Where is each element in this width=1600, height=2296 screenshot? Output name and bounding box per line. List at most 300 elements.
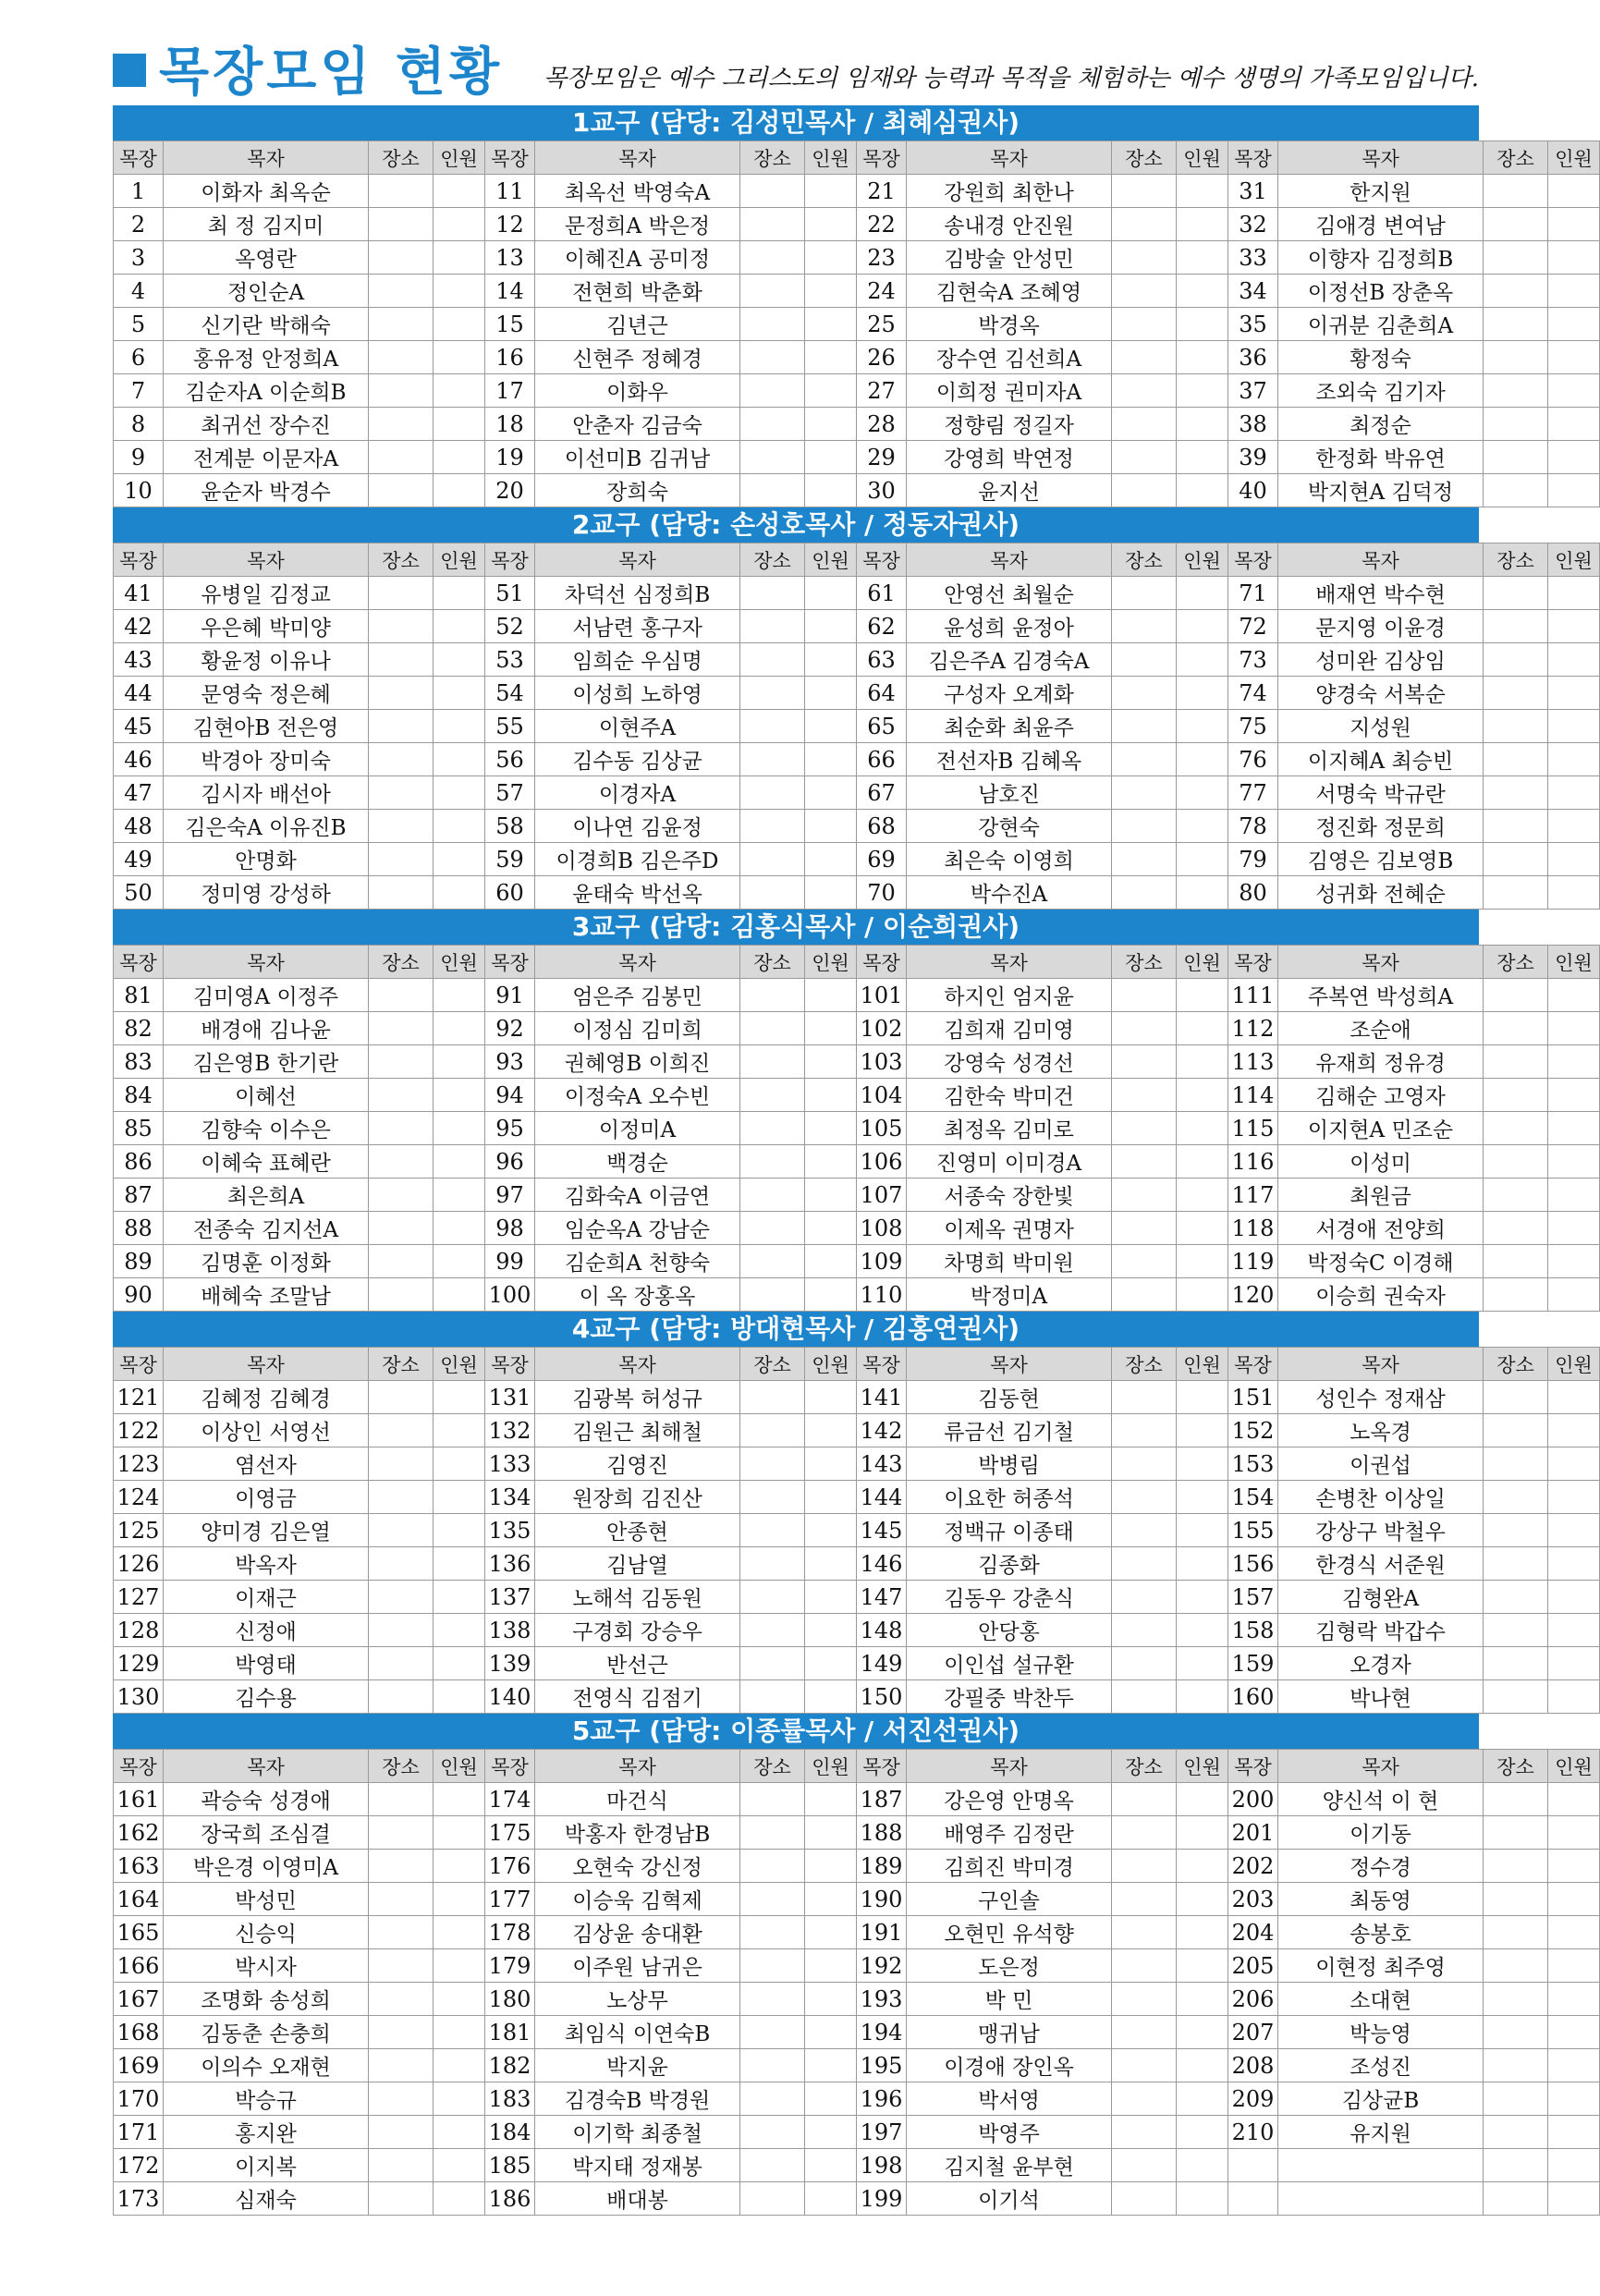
count-cell	[434, 1581, 485, 1614]
column-header-no: 목장	[114, 141, 164, 175]
mokja-names: 김혜정 김혜경	[164, 1381, 369, 1414]
count-cell	[434, 408, 485, 441]
mokjang-number: 43	[114, 643, 164, 677]
place-cell	[1484, 1481, 1548, 1514]
mokja-names: 이지복	[164, 2149, 369, 2182]
column-header-place: 장소	[740, 946, 805, 979]
place-cell	[1112, 1983, 1177, 2016]
mokjang-number: 179	[485, 1949, 535, 1983]
column-header-count: 인원	[434, 1348, 485, 1381]
place-cell	[740, 979, 805, 1012]
place-cell	[369, 2049, 434, 2082]
place-cell	[369, 2182, 434, 2216]
mokja-names: 정수경	[1278, 1850, 1484, 1883]
mokjang-number: 28	[857, 408, 907, 441]
district-table	[113, 1347, 1600, 1714]
place-cell	[740, 710, 805, 743]
place-cell	[1112, 441, 1177, 474]
mokjang-number: 166	[114, 1949, 164, 1983]
mokja-names: 장국희 조심결	[164, 1816, 369, 1850]
column-header-no: 목장	[485, 1750, 535, 1783]
mokja-names: 이향자 김정희B	[1278, 241, 1484, 275]
mokjang-number: 199	[857, 2182, 907, 2216]
place-cell	[740, 1381, 805, 1414]
count-cell	[434, 474, 485, 507]
mokja-names: 박 민	[907, 1983, 1112, 2016]
column-header-count: 인원	[805, 1348, 857, 1381]
count-cell	[434, 710, 485, 743]
mokjang-number: 40	[1228, 474, 1278, 507]
count-cell	[1177, 341, 1228, 374]
count-cell	[805, 1949, 857, 1983]
place-cell	[369, 1381, 434, 1414]
place-cell	[1484, 1381, 1548, 1414]
mokja-names: 이권섭	[1278, 1447, 1484, 1481]
mokjang-number: 139	[485, 1647, 535, 1680]
count-cell	[1177, 1012, 1228, 1045]
count-cell	[1548, 1079, 1600, 1112]
mokjang-number: 39	[1228, 441, 1278, 474]
mokja-names: 장수연 김선희A	[907, 341, 1112, 374]
mokja-names: 오경자	[1278, 1647, 1484, 1680]
column-header-count: 인원	[434, 1750, 485, 1783]
column-header-place: 장소	[1484, 946, 1548, 979]
count-cell	[434, 2116, 485, 2149]
column-header-no: 목장	[114, 1750, 164, 1783]
mokja-names: 성미완 김상임	[1278, 643, 1484, 677]
mokjang-number: 198	[857, 2149, 907, 2182]
mokjang-number: 13	[485, 241, 535, 275]
count-cell	[1177, 1112, 1228, 1145]
count-cell	[1548, 2016, 1600, 2049]
place-cell	[1484, 1680, 1548, 1714]
column-header-leader: 목자	[907, 1348, 1112, 1381]
column-header-no: 목장	[485, 141, 535, 175]
mokjang-number: 11	[485, 175, 535, 208]
count-cell	[1177, 1783, 1228, 1816]
place-cell	[1484, 2149, 1548, 2182]
count-cell	[434, 308, 485, 341]
mokjang-number: 104	[857, 1079, 907, 1112]
count-cell	[1548, 1145, 1600, 1179]
mokja-names: 서종숙 장한빛	[907, 1179, 1112, 1212]
count-cell	[1548, 1949, 1600, 1983]
place-cell	[369, 1414, 434, 1447]
mokjang-number: 72	[1228, 610, 1278, 643]
title-square-icon	[113, 54, 146, 87]
mokja-names: 이경희B 김은주D	[535, 843, 740, 876]
place-cell	[1484, 677, 1548, 710]
count-cell	[805, 1212, 857, 1245]
count-cell	[1177, 1278, 1228, 1312]
count-cell	[805, 1983, 857, 2016]
count-cell	[1548, 810, 1600, 843]
place-cell	[740, 610, 805, 643]
place-cell	[1112, 408, 1177, 441]
mokjang-number: 109	[857, 1245, 907, 1278]
table-row	[114, 1514, 1600, 1547]
district-title: 5교구 (담당: 이종률목사 / 서진선권사)	[113, 1714, 1479, 1749]
column-header-count: 인원	[805, 1750, 857, 1783]
place-cell	[1112, 2049, 1177, 2082]
mokjang-number: 162	[114, 1816, 164, 1850]
mokjang-number: 20	[485, 474, 535, 507]
mokjang-number: 173	[114, 2182, 164, 2216]
place-cell	[740, 1012, 805, 1045]
mokja-names: 김동현	[907, 1381, 1112, 1414]
table-row	[114, 876, 1600, 910]
place-cell	[740, 1245, 805, 1278]
table-row	[114, 1045, 1600, 1079]
mokjang-number: 18	[485, 408, 535, 441]
count-cell	[1177, 1983, 1228, 2016]
mokja-names: 오현숙 강신정	[535, 1850, 740, 1883]
mokja-names: 이경자A	[535, 776, 740, 810]
place-cell	[1484, 1916, 1548, 1949]
mokja-names: 김명훈 이정화	[164, 1245, 369, 1278]
mokjang-number: 92	[485, 1012, 535, 1045]
table-row	[114, 1481, 1600, 1514]
count-cell	[1177, 776, 1228, 810]
count-cell	[805, 341, 857, 374]
mokja-names: 유재희 정유경	[1278, 1045, 1484, 1079]
count-cell	[434, 1949, 485, 1983]
mokjang-number: 188	[857, 1816, 907, 1850]
place-cell	[1484, 1447, 1548, 1481]
mokja-names: 원장희 김진산	[535, 1481, 740, 1514]
mokjang-number: 207	[1228, 2016, 1278, 2049]
column-header-leader: 목자	[164, 1348, 369, 1381]
place-cell	[1484, 275, 1548, 308]
place-cell	[369, 1783, 434, 1816]
table-row	[114, 2149, 1600, 2182]
mokja-names: 김은주A 김경숙A	[907, 643, 1112, 677]
count-cell	[1177, 408, 1228, 441]
count-cell	[805, 1012, 857, 1045]
count-cell	[805, 241, 857, 275]
mokjang-number: 87	[114, 1179, 164, 1212]
mokjang-number: 46	[114, 743, 164, 776]
mokja-names: 박정미A	[907, 1278, 1112, 1312]
count-cell	[1177, 843, 1228, 876]
place-cell	[369, 1647, 434, 1680]
mokja-names: 최순화 최윤주	[907, 710, 1112, 743]
count-cell	[1548, 2149, 1600, 2182]
column-header-place: 장소	[740, 1750, 805, 1783]
place-cell	[369, 2116, 434, 2149]
mokjang-number: 80	[1228, 876, 1278, 910]
count-cell	[1548, 979, 1600, 1012]
count-cell	[1177, 1916, 1228, 1949]
count-cell	[434, 2049, 485, 2082]
place-cell	[1484, 1647, 1548, 1680]
place-cell	[1484, 1614, 1548, 1647]
table-row	[114, 2082, 1600, 2116]
mokja-names: 박홍자 한경남B	[535, 1816, 740, 1850]
mokjang-number: 117	[1228, 1179, 1278, 1212]
mokja-names: 최 정 김지미	[164, 208, 369, 241]
mokja-names: 김동우 강춘식	[907, 1581, 1112, 1614]
table-row	[114, 1783, 1600, 1816]
column-header-no: 목장	[114, 543, 164, 577]
mokja-names: 구경회 강승우	[535, 1614, 740, 1647]
column-header-leader: 목자	[1278, 141, 1484, 175]
column-header-leader: 목자	[1278, 543, 1484, 577]
mokja-names: 강상구 박철우	[1278, 1514, 1484, 1547]
count-cell	[1177, 1883, 1228, 1916]
mokja-names: 이재근	[164, 1581, 369, 1614]
mokja-names: 윤성희 윤정아	[907, 610, 1112, 643]
mokjang-number: 60	[485, 876, 535, 910]
table-row	[114, 1647, 1600, 1680]
place-cell	[1112, 1949, 1177, 1983]
mokja-names: 김향숙 이수은	[164, 1112, 369, 1145]
count-cell	[805, 441, 857, 474]
count-cell	[434, 1680, 485, 1714]
column-header-no: 목장	[1228, 1750, 1278, 1783]
place-cell	[369, 1547, 434, 1581]
count-cell	[434, 1245, 485, 1278]
mokja-names: 최동영	[1278, 1883, 1484, 1916]
place-cell	[740, 743, 805, 776]
count-cell	[434, 241, 485, 275]
place-cell	[740, 1916, 805, 1949]
count-cell	[1177, 1045, 1228, 1079]
count-cell	[434, 441, 485, 474]
mokjang-number: 101	[857, 979, 907, 1012]
count-cell	[434, 876, 485, 910]
place-cell	[369, 474, 434, 507]
column-header-count: 인원	[434, 543, 485, 577]
mokjang-number: 135	[485, 1514, 535, 1547]
mokja-names: 이정미A	[535, 1112, 740, 1145]
place-cell	[740, 677, 805, 710]
mokjang-number: 161	[114, 1783, 164, 1816]
place-cell	[1484, 2049, 1548, 2082]
page-subtitle: 목장모임은 예수 그리스도의 임재와 능력과 목적을 체험하는 예수 생명의 가족모임입니다.	[544, 65, 1479, 92]
count-cell	[434, 1983, 485, 2016]
place-cell	[1112, 1647, 1177, 1680]
mokjang-number: 115	[1228, 1112, 1278, 1145]
place-cell	[369, 1012, 434, 1045]
mokja-names: 강필중 박찬두	[907, 1680, 1112, 1714]
mokja-names: 김은숙A 이유진B	[164, 810, 369, 843]
table-row	[114, 810, 1600, 843]
mokjang-number: 68	[857, 810, 907, 843]
count-cell	[805, 610, 857, 643]
place-cell	[369, 1983, 434, 2016]
place-cell	[369, 1112, 434, 1145]
place-cell	[740, 2049, 805, 2082]
mokja-names: 최귀선 장수진	[164, 408, 369, 441]
count-cell	[434, 843, 485, 876]
mokjang-number: 163	[114, 1850, 164, 1883]
count-cell	[1548, 743, 1600, 776]
mokja-names: 박정숙C 이경해	[1278, 1245, 1484, 1278]
place-cell	[1112, 2082, 1177, 2116]
mokjang-number: 193	[857, 1983, 907, 2016]
count-cell	[434, 2149, 485, 2182]
mokja-names: 박서영	[907, 2082, 1112, 2116]
mokja-names: 김은영B 한기란	[164, 1045, 369, 1079]
mokja-names: 박경옥	[907, 308, 1112, 341]
mokjang-number: 145	[857, 1514, 907, 1547]
place-cell	[369, 1447, 434, 1481]
column-header-leader: 목자	[164, 1750, 369, 1783]
place-cell	[1484, 776, 1548, 810]
column-header-place: 장소	[1112, 543, 1177, 577]
mokja-names: 이현주A	[535, 710, 740, 743]
mokjang-number: 205	[1228, 1949, 1278, 1983]
mokjang-number: 61	[857, 577, 907, 610]
column-header-no: 목장	[1228, 1348, 1278, 1381]
mokjang-number: 32	[1228, 208, 1278, 241]
mokjang-number: 19	[485, 441, 535, 474]
place-cell	[1484, 241, 1548, 275]
column-header-leader: 목자	[907, 141, 1112, 175]
mokja-names: 임희순 우심명	[535, 643, 740, 677]
place-cell	[1112, 677, 1177, 710]
column-header-place: 장소	[369, 1750, 434, 1783]
count-cell	[434, 1614, 485, 1647]
count-cell	[805, 1883, 857, 1916]
mokjang-number: 63	[857, 643, 907, 677]
mokjang-number: 26	[857, 341, 907, 374]
count-cell	[1548, 710, 1600, 743]
count-cell	[805, 1614, 857, 1647]
mokja-names: 김경숙B 박경원	[535, 2082, 740, 2116]
count-cell	[1177, 1816, 1228, 1850]
mokjang-number: 195	[857, 2049, 907, 2082]
place-cell	[1484, 610, 1548, 643]
place-cell	[1484, 441, 1548, 474]
column-header-no: 목장	[857, 543, 907, 577]
count-cell	[1548, 610, 1600, 643]
mokjang-number: 196	[857, 2082, 907, 2116]
mokjang-number: 95	[485, 1112, 535, 1145]
mokja-names: 김현아B 전은영	[164, 710, 369, 743]
place-cell	[369, 408, 434, 441]
count-cell	[1177, 2182, 1228, 2216]
mokjang-number: 48	[114, 810, 164, 843]
mokjang-number: 83	[114, 1045, 164, 1079]
mokjang-number: 132	[485, 1414, 535, 1447]
count-cell	[805, 643, 857, 677]
mokja-names: 이기학 최종철	[535, 2116, 740, 2149]
district-title: 1교구 (담당: 김성민목사 / 최혜심권사)	[113, 105, 1479, 140]
mokja-names: 조성진	[1278, 2049, 1484, 2082]
mokjang-number: 78	[1228, 810, 1278, 843]
place-cell	[740, 1045, 805, 1079]
count-cell	[805, 1079, 857, 1112]
place-cell	[740, 341, 805, 374]
place-cell	[369, 743, 434, 776]
mokja-names: 윤태숙 박선옥	[535, 876, 740, 910]
mokjang-number: 103	[857, 1045, 907, 1079]
table-row	[114, 1414, 1600, 1447]
count-cell	[1548, 1850, 1600, 1883]
mokjang-number: 77	[1228, 776, 1278, 810]
count-cell	[1548, 876, 1600, 910]
mokjang-number: 151	[1228, 1381, 1278, 1414]
count-cell	[1548, 1514, 1600, 1547]
count-cell	[1177, 474, 1228, 507]
mokja-names: 조외숙 김기자	[1278, 374, 1484, 408]
mokjang-number: 6	[114, 341, 164, 374]
mokjang-number: 119	[1228, 1245, 1278, 1278]
mokja-names: 박나현	[1278, 1680, 1484, 1714]
place-cell	[1112, 1079, 1177, 1112]
place-cell	[369, 1179, 434, 1212]
count-cell	[805, 577, 857, 610]
mokjang-number: 192	[857, 1949, 907, 1983]
table-row	[114, 1145, 1600, 1179]
mokja-names: 김상균B	[1278, 2082, 1484, 2116]
count-cell	[1177, 1381, 1228, 1414]
place-cell	[1112, 1547, 1177, 1581]
place-cell	[369, 810, 434, 843]
mokja-names: 김영진	[535, 1447, 740, 1481]
mokjang-number: 42	[114, 610, 164, 643]
count-cell	[1177, 308, 1228, 341]
mokjang-number: 67	[857, 776, 907, 810]
place-cell	[1484, 810, 1548, 843]
table-row	[114, 1680, 1600, 1714]
place-cell	[1112, 308, 1177, 341]
mokjang-number: 53	[485, 643, 535, 677]
count-cell	[1177, 1145, 1228, 1179]
place-cell	[1484, 2116, 1548, 2149]
mokjang-number: 89	[114, 1245, 164, 1278]
mokja-names: 김수용	[164, 1680, 369, 1714]
count-cell	[805, 1045, 857, 1079]
mokja-names: 이나연 김윤정	[535, 810, 740, 843]
place-cell	[369, 710, 434, 743]
place-cell	[740, 876, 805, 910]
mokja-names: 김형완A	[1278, 1581, 1484, 1614]
place-cell	[1112, 1783, 1177, 1816]
mokja-names: 문영숙 정은혜	[164, 677, 369, 710]
mokjang-number: 123	[114, 1447, 164, 1481]
count-cell	[1548, 275, 1600, 308]
place-cell	[740, 241, 805, 275]
place-cell	[369, 1245, 434, 1278]
column-header-no: 목장	[1228, 946, 1278, 979]
count-cell	[1548, 776, 1600, 810]
count-cell	[434, 743, 485, 776]
column-header-no: 목장	[1228, 543, 1278, 577]
mokjang-number: 112	[1228, 1012, 1278, 1045]
count-cell	[434, 208, 485, 241]
mokja-names: 성인수 정재삼	[1278, 1381, 1484, 1414]
place-cell	[1484, 474, 1548, 507]
mokja-names: 이 옥 장홍옥	[535, 1278, 740, 1312]
count-cell	[1548, 1883, 1600, 1916]
mokjang-number	[1228, 2182, 1278, 2216]
place-cell	[740, 1883, 805, 1916]
count-cell	[1548, 341, 1600, 374]
count-cell	[434, 2182, 485, 2216]
column-header-count: 인원	[434, 141, 485, 175]
mokja-names: 강영숙 성경선	[907, 1045, 1112, 1079]
mokja-names: 김애경 변여남	[1278, 208, 1484, 241]
mokjang-number: 44	[114, 677, 164, 710]
column-header-place: 장소	[1112, 141, 1177, 175]
mokja-names: 이지혜A 최승빈	[1278, 743, 1484, 776]
place-cell	[369, 1816, 434, 1850]
count-cell	[1548, 1983, 1600, 2016]
place-cell	[1112, 1916, 1177, 1949]
